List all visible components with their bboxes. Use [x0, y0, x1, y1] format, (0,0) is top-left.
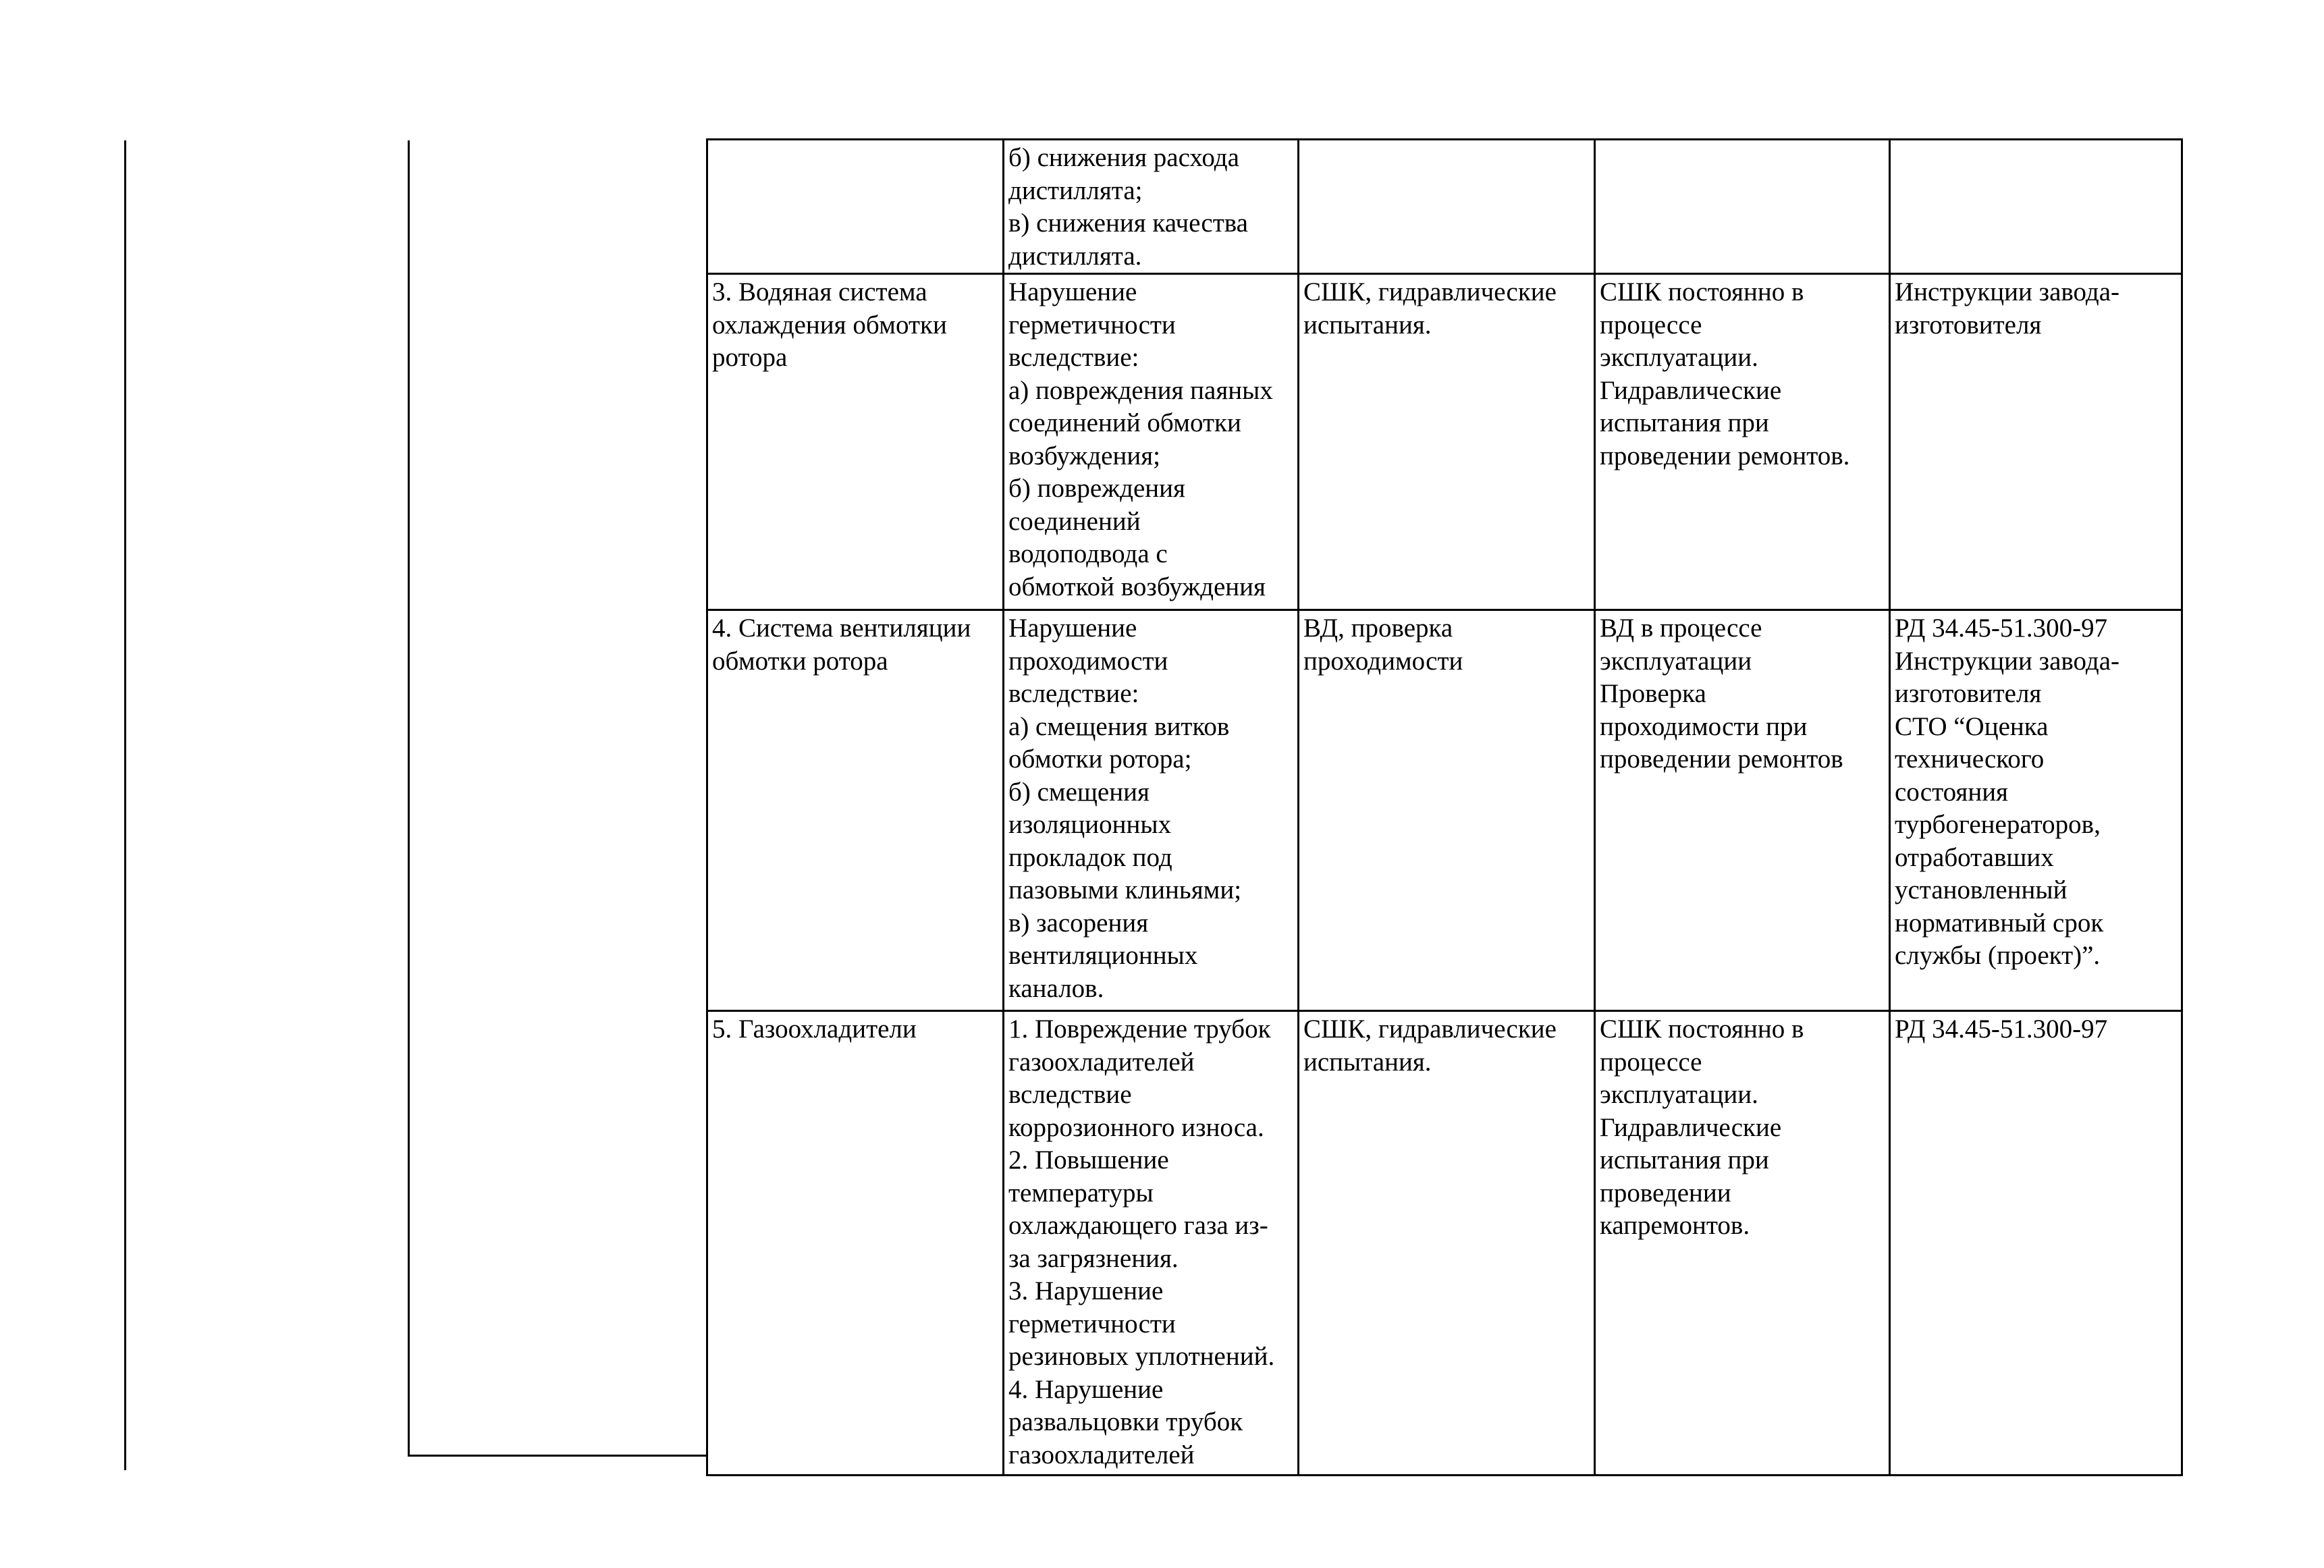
table-row [707, 274, 2182, 610]
method-cell: СШК, гидравлические испытания. [1299, 274, 1595, 610]
defect-cell: Нарушение проходимости вследствие: а) смещения витков обмотки ротора; б) смещения изоляционных прокладок под пазовыми клиньями; в) засорения вентиляционных каналов. [1004, 610, 1299, 1011]
table-row [707, 140, 2182, 274]
defect-cell: Нарушение герметичности вследствие: а) повреждения паяных соединений обмотки возбуждения; б) повреждения соединений водоподвода с обмоткой возбуждения [1004, 274, 1299, 610]
periodicity-cell: ВД в процессе эксплуатации Проверка проходимости при проведении ремонтов [1595, 610, 1890, 1011]
inspection-table [706, 138, 2183, 1476]
normative-cell: РД 34.45-51.300-97 Инструкции завода- изготовителя СТО “Оценка технического состояния турбогенераторов, отработавших установленный нормативный срок службы (проект)”. [1890, 610, 2182, 1011]
periodicity-cell: СШК постоянно в процессе эксплуатации. Гидравлические испытания при проведении ремонтов. [1595, 274, 1890, 610]
method-cell [1299, 140, 1595, 274]
element-cell: 3. Водяная система охлаждения обмотки ротора [707, 274, 1004, 610]
defect-cell: 1. Повреждение трубок газоохладителей вследствие коррозионного износа. 2. Повышение температуры охлаждающего газа из- за загрязнения. 3. Нарушение герметичности резиновых уплотнений. 4. Нарушение развальцовки трубок газоохладителей [1004, 1011, 1299, 1476]
element-cell: 4. Система вентиляции обмотки ротора [707, 610, 1004, 1011]
table-row [707, 1011, 2182, 1476]
method-cell: СШК, гидравлические испытания. [1299, 1011, 1595, 1476]
periodicity-cell [1595, 140, 1890, 274]
defect-cell: б) снижения расхода дистиллята; в) снижения качества дистиллята. [1004, 140, 1299, 274]
element-cell [707, 140, 1004, 274]
periodicity-cell: СШК постоянно в процессе эксплуатации. Гидравлические испытания при проведении капремонтов. [1595, 1011, 1890, 1476]
method-cell: ВД, проверка проходимости [1299, 610, 1595, 1011]
table-row [707, 610, 2182, 1011]
normative-cell [1890, 140, 2182, 274]
bottom-rule [408, 1455, 708, 1457]
left-margin-rule [124, 140, 126, 1470]
normative-cell: Инструкции завода- изготовителя [1890, 274, 2182, 610]
left-column-rule [408, 140, 410, 1457]
element-cell: 5. Газоохладители [707, 1011, 1004, 1476]
normative-cell: РД 34.45-51.300-97 [1890, 1011, 2182, 1476]
